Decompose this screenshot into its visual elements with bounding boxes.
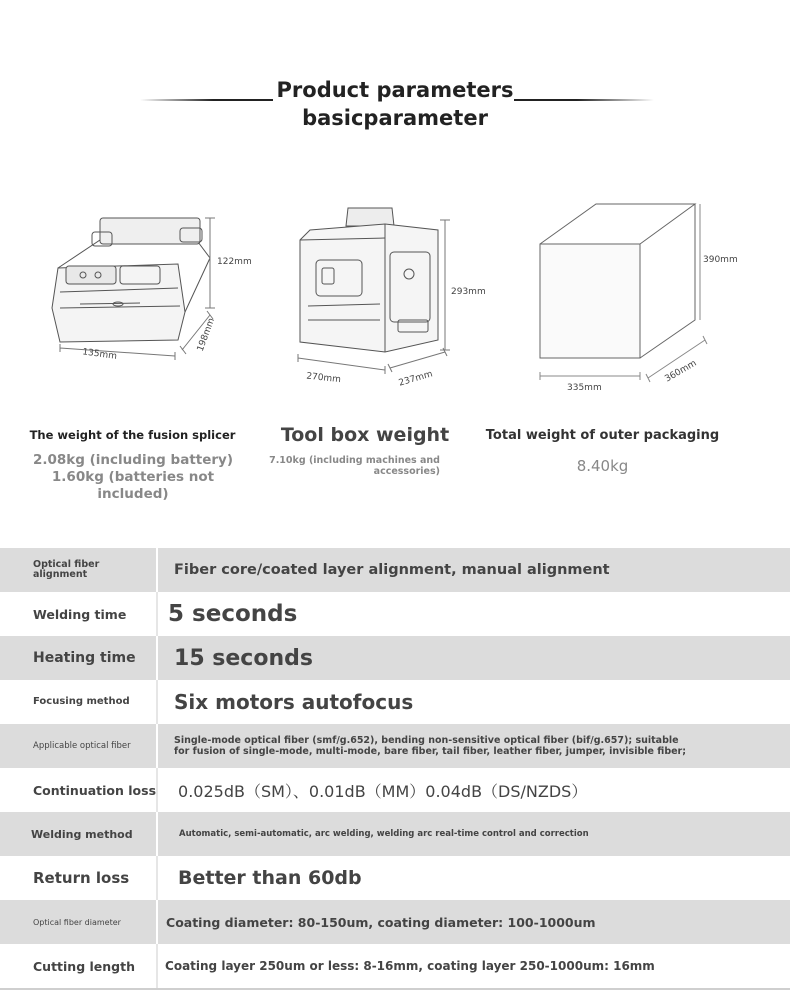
spec-value: 5 seconds [157,592,790,636]
spec-value: Better than 60db [157,856,790,900]
toolbox-weight-value: 7.10kg (including machines and accessories) [269,455,440,477]
spec-row [0,768,790,812]
spec-label: Optical fiber alignment [0,548,157,592]
spec-value: Coating layer 250um or less: 8-16mm, coating layer 250-1000um: 16mm [157,944,790,988]
page-title: Product parameters [276,78,514,102]
splicer-depth-label: 198mm [195,316,218,353]
table-bottom-rule [0,988,790,990]
splicer-width-label: 135mm [81,347,118,362]
splicer-weight-title: The weight of the fusion splicer [29,428,236,442]
spec-label: Focusing method [0,680,157,724]
spec-label: Continuation loss [0,768,157,812]
package-drawing [540,204,707,382]
package-weight-title: Total weight of outer packaging [485,428,720,443]
spec-value: Fiber core/coated layer alignment, manual alignment [157,548,790,592]
package-height-label: 390mm [703,255,738,265]
spec-row [0,944,790,988]
spec-value: Single-mode optical fiber (smf/g.652), bending non-sensitive optical fiber (bif/g.657); suitable for fusion of single-mode, multi-mode, bare fiber, tail fiber, leather fiber, jumper, invisible fiber; [157,724,790,768]
spec-label: Cutting length [0,944,157,988]
spec-value: 15 seconds [157,636,790,680]
spec-value: Automatic, semi-automatic, arc welding, welding arc real-time control and correction [157,812,790,856]
spec-label: Welding time [0,592,157,636]
spec-label: Heating time [0,636,157,680]
toolbox-drawing [298,208,450,374]
page-header [0,76,790,132]
toolbox-depth-label: 270mm [305,371,342,386]
spec-row [0,548,790,592]
spec-row [0,812,790,856]
page-subtitle: basicparameter [302,106,488,130]
fusion-splicer-drawing [52,218,218,360]
spec-row [0,900,790,944]
title-rule-right [514,99,654,101]
toolbox-width-label: 237mm [397,369,434,389]
spec-row [0,724,790,768]
package-depth-label: 360mm [663,358,699,385]
spec-label: Optical fiber diameter [0,900,157,944]
spec-label: Welding method [0,812,157,856]
spec-table [0,548,790,990]
title-rule-left [140,99,273,101]
package-width-label: 335mm [567,383,602,393]
splicer-weight-value: 2.08kg (including battery) 1.60kg (batteries not included) [32,452,234,502]
spec-label: Applicable optical fiber [0,724,157,768]
splicer-height-label: 122mm [217,257,252,267]
spec-value: Six motors autofocus [157,680,790,724]
spec-row [0,636,790,680]
spec-label: Return loss [0,856,157,900]
package-weight-value: 8.40kg [576,457,629,475]
product-drawings [0,180,790,410]
spec-row [0,680,790,724]
spec-value: Coating diameter: 80-150um, coating diameter: 100-1000um [157,900,790,944]
spec-row [0,856,790,900]
toolbox-height-label: 293mm [451,287,486,297]
spec-row [0,592,790,636]
spec-value: 0.025dB（SM）、0.01dB（MM）0.04dB（DS/NZDS） [157,768,790,812]
toolbox-weight-title: Tool box weight [280,424,450,446]
